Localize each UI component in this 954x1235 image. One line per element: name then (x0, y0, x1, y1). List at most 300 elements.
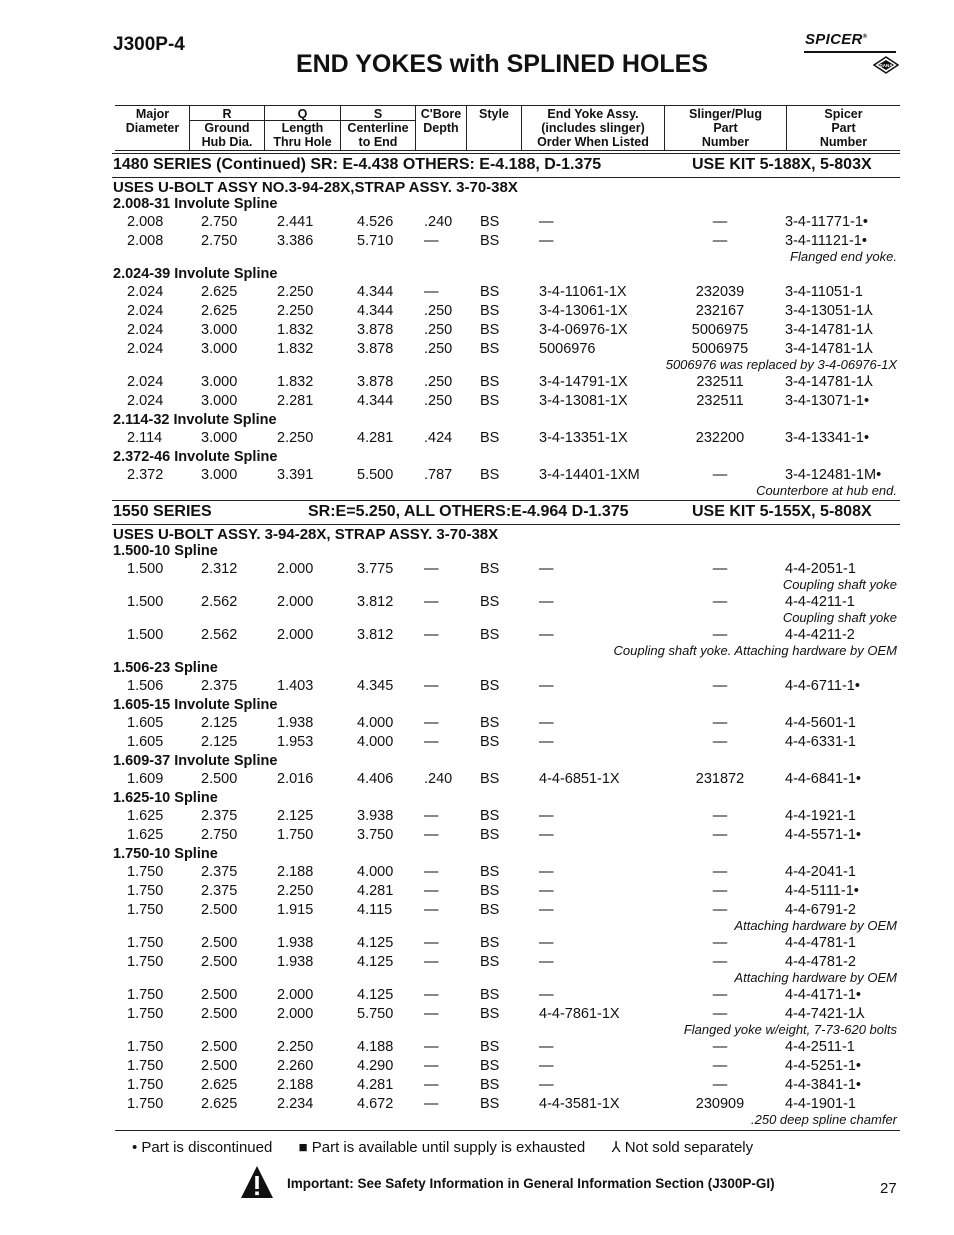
row-note: Attaching hardware by OEM (734, 970, 897, 985)
cell-cbore-depth: — (424, 1096, 439, 1112)
cell-major-diameter: 1.605 (127, 715, 164, 731)
cell-length-thru-hole: 2.250 (277, 430, 314, 446)
cell-end-yoke-assy: 3-4-13351-1X (539, 430, 628, 446)
col-line: Slinger/Plug (689, 107, 762, 121)
cell-ground-hub-dia: 2.625 (201, 303, 238, 319)
cell-slinger-plug-part: 231872 (695, 771, 745, 787)
brand-mark: ® (862, 34, 868, 40)
section-spec: SR:E=5.250, ALL OTHERS:E-4.964 D-1.375 (308, 503, 629, 520)
cell-style: BS (480, 734, 500, 750)
cell-cbore-depth: — (424, 233, 439, 249)
cell-length-thru-hole: 1.938 (277, 935, 314, 951)
cell-end-yoke-assy: — (539, 715, 554, 731)
cell-end-yoke-assy: — (539, 594, 554, 610)
cell-spicer-part-number: 4-4-4211-1 (785, 594, 855, 610)
cell-style: BS (480, 1058, 500, 1074)
document-code: J300P-4 (113, 34, 185, 55)
cell-spicer-part-number: 3-4-11121-1• (785, 233, 867, 249)
spline-heading: 2.372-46 Involute Spline (113, 449, 278, 465)
cell-centerline-to-end: 4.344 (357, 393, 394, 409)
cell-spicer-part-number: 4-4-5571-1• (785, 827, 862, 843)
cell-cbore-depth: — (424, 1039, 439, 1055)
cell-major-diameter: 2.024 (127, 393, 164, 409)
cell-centerline-to-end: 3.812 (357, 594, 394, 610)
cell-spicer-part-number: 4-4-4781-1 (785, 935, 856, 951)
cell-length-thru-hole: 1.938 (277, 715, 314, 731)
cell-length-thru-hole: 1.938 (277, 954, 314, 970)
cell-style: BS (480, 1096, 500, 1112)
cell-ground-hub-dia: 2.375 (201, 883, 238, 899)
cell-slinger-plug-part: — (712, 864, 728, 880)
cell-end-yoke-assy: — (539, 734, 554, 750)
brand-logo (805, 31, 867, 48)
cell-spicer-part-number: 4-4-6711-1• (785, 678, 860, 694)
cell-length-thru-hole: 1.750 (277, 827, 314, 843)
cell-spicer-part-number: 3-4-11051-1 (785, 284, 863, 300)
col-line: S (373, 107, 383, 121)
cell-style: BS (480, 827, 500, 843)
cell-cbore-depth: — (424, 1077, 439, 1093)
cell-slinger-plug-part: — (712, 594, 728, 610)
cell-length-thru-hole: 2.188 (277, 864, 314, 880)
cell-centerline-to-end: 4.281 (357, 1077, 394, 1093)
table-row (0, 987, 954, 1005)
cell-slinger-plug-part: — (712, 1006, 728, 1022)
cell-major-diameter: 2.114 (127, 430, 163, 446)
table-row (0, 1077, 954, 1095)
col-line: Order When Listed (537, 135, 649, 149)
cell-major-diameter: 1.506 (127, 678, 164, 694)
cell-cbore-depth: .424 (424, 430, 453, 446)
brand-name: SPICER (805, 31, 863, 48)
cell-cbore-depth: — (424, 902, 439, 918)
cell-centerline-to-end: 3.750 (357, 827, 394, 843)
cell-slinger-plug-part: — (712, 715, 728, 731)
col-line: Centerline (347, 121, 409, 135)
cell-length-thru-hole: 3.391 (277, 467, 314, 483)
cell-major-diameter: 2.024 (127, 303, 164, 319)
dana-logo-text: DANA (879, 62, 893, 68)
cell-centerline-to-end: 3.775 (357, 561, 394, 577)
cell-major-diameter: 1.750 (127, 883, 164, 899)
cell-major-diameter: 1.500 (127, 561, 164, 577)
cell-spicer-part-number: 4-4-4781-2 (785, 954, 856, 970)
col-line: Major (135, 107, 170, 121)
cell-end-yoke-assy: 4-4-7861-1X (539, 1006, 620, 1022)
cell-cbore-depth: .250 (424, 341, 453, 357)
cell-ground-hub-dia: 2.500 (201, 1058, 238, 1074)
cell-major-diameter: 2.008 (127, 233, 164, 249)
cell-major-diameter: 2.008 (127, 214, 164, 230)
table-row (0, 678, 954, 696)
cell-length-thru-hole: 2.260 (277, 1058, 314, 1074)
cell-spicer-part-number: 3-4-13341-1• (785, 430, 870, 446)
cell-style: BS (480, 341, 500, 357)
cell-length-thru-hole: 2.000 (277, 627, 314, 643)
cell-centerline-to-end: 3.878 (357, 341, 394, 357)
cell-style: BS (480, 808, 500, 824)
col-end-yoke-assy (522, 107, 664, 149)
col-style (467, 107, 521, 121)
cell-slinger-plug-part: 232167 (695, 303, 745, 319)
cell-end-yoke-assy: 3-4-06976-1X (539, 322, 628, 338)
cell-centerline-to-end: 4.125 (357, 935, 394, 951)
table-row (0, 827, 954, 845)
cell-slinger-plug-part: — (712, 1039, 728, 1055)
cell-end-yoke-assy: 4-4-3581-1X (539, 1096, 620, 1112)
cell-slinger-plug-part: — (712, 233, 728, 249)
table-row (0, 771, 954, 789)
row-note: Coupling shaft yoke (782, 610, 897, 625)
cell-slinger-plug-part: — (712, 678, 728, 694)
cell-cbore-depth: — (424, 627, 439, 643)
cell-end-yoke-assy: — (539, 827, 554, 843)
cell-style: BS (480, 284, 500, 300)
cell-slinger-plug-part: 5006975 (691, 322, 749, 338)
col-line: Ground (204, 121, 250, 135)
cell-slinger-plug-part: — (712, 808, 728, 824)
col-line: Part (713, 121, 738, 135)
cell-centerline-to-end: 3.938 (357, 808, 394, 824)
header-top-rule (115, 105, 900, 106)
cell-ground-hub-dia: 2.750 (201, 233, 238, 249)
cell-centerline-to-end: 4.672 (357, 1096, 394, 1112)
cell-spicer-part-number: 3-4-14781-1⅄ (785, 341, 873, 357)
legend-discontinued: • Part is discontinued (132, 1139, 273, 1156)
cell-spicer-part-number: 4-4-7421-1⅄ (785, 1006, 865, 1022)
cell-length-thru-hole: 1.832 (277, 322, 314, 338)
cell-style: BS (480, 594, 500, 610)
cell-major-diameter: 1.605 (127, 734, 164, 750)
table-row (0, 322, 954, 340)
cell-ground-hub-dia: 2.500 (201, 987, 238, 1003)
spline-heading: 1.609-37 Involute Spline (113, 753, 278, 769)
cell-slinger-plug-part: — (712, 954, 728, 970)
cell-ground-hub-dia: 2.125 (201, 715, 238, 731)
col-line: (includes slinger) (541, 121, 645, 135)
cell-major-diameter: 1.750 (127, 902, 164, 918)
cell-end-yoke-assy: 3-4-11061-1X (539, 284, 627, 300)
cell-ground-hub-dia: 2.500 (201, 1039, 238, 1055)
cell-centerline-to-end: 5.750 (357, 1006, 394, 1022)
cell-slinger-plug-part: 232511 (696, 393, 744, 409)
cell-cbore-depth: — (424, 987, 439, 1003)
cell-centerline-to-end: 3.812 (357, 627, 394, 643)
cell-ground-hub-dia: 2.375 (201, 864, 238, 880)
cell-end-yoke-assy: — (539, 1039, 554, 1055)
cell-length-thru-hole: 1.832 (277, 374, 314, 390)
page-number: 27 (880, 1180, 897, 1197)
cell-ground-hub-dia: 2.500 (201, 771, 238, 787)
row-note: Coupling shaft yoke. Attaching hardware by OEM (613, 643, 897, 658)
cell-style: BS (480, 883, 500, 899)
col-line: C'Bore (420, 107, 462, 121)
cell-style: BS (480, 627, 500, 643)
section-rule (112, 500, 900, 501)
table-row (0, 935, 954, 953)
cell-spicer-part-number: 3-4-13051-1⅄ (785, 303, 873, 319)
cell-spicer-part-number: 4-4-6841-1• (785, 771, 862, 787)
cell-cbore-depth: .240 (424, 771, 453, 787)
table-row (0, 393, 954, 411)
col-line: Part (831, 121, 856, 135)
cell-ground-hub-dia: 2.375 (201, 678, 238, 694)
cell-ground-hub-dia: 2.500 (201, 935, 238, 951)
cell-end-yoke-assy: — (539, 902, 554, 918)
cell-centerline-to-end: 4.344 (357, 284, 394, 300)
cell-end-yoke-assy: 3-4-14791-1X (539, 374, 628, 390)
cell-style: BS (480, 771, 500, 787)
section-title: 1480 SERIES (Continued) SR: E-4.438 OTHERS: E-4.188, D-1.375 (113, 156, 602, 173)
brand-underline (804, 51, 896, 53)
table-row (0, 1058, 954, 1076)
cell-cbore-depth: — (424, 594, 439, 610)
cell-ground-hub-dia: 3.000 (201, 430, 238, 446)
col-s-centerline (341, 107, 415, 149)
cell-cbore-depth: — (424, 734, 439, 750)
col-spicer-part (787, 107, 900, 149)
col-r-ground-hub (190, 107, 264, 149)
cell-cbore-depth: — (424, 935, 439, 951)
table-row (0, 284, 954, 302)
cell-ground-hub-dia: 2.625 (201, 1077, 238, 1093)
row-note: Coupling shaft yoke (782, 577, 897, 592)
cell-centerline-to-end: 4.125 (357, 954, 394, 970)
col-major-diameter (116, 107, 189, 135)
cell-style: BS (480, 902, 500, 918)
cell-major-diameter: 1.750 (127, 954, 164, 970)
cell-slinger-plug-part: — (712, 935, 728, 951)
cell-cbore-depth: .250 (424, 374, 453, 390)
col-q-length (265, 107, 340, 149)
section-kit: USE KIT 5-188X, 5-803X (692, 156, 872, 173)
cell-length-thru-hole: 2.441 (277, 214, 314, 230)
col-line: Q (297, 107, 308, 121)
cell-centerline-to-end: 4.000 (357, 864, 394, 880)
cell-end-yoke-assy: — (539, 808, 554, 824)
cell-centerline-to-end: 4.345 (357, 678, 394, 694)
cell-centerline-to-end: 4.406 (357, 771, 394, 787)
col-cbore-depth (416, 107, 466, 135)
cell-centerline-to-end: 4.526 (357, 214, 394, 230)
cell-spicer-part-number: 4-4-2041-1 (785, 864, 856, 880)
spline-heading: 2.114-32 Involute Spline (113, 412, 277, 428)
col-line: Diameter (125, 121, 180, 135)
cell-cbore-depth: — (424, 883, 439, 899)
col-line: End Yoke Assy. (547, 107, 639, 121)
cell-end-yoke-assy: 5006976 (539, 341, 596, 357)
section-rule (112, 177, 900, 178)
cell-major-diameter: 1.500 (127, 594, 164, 610)
cell-end-yoke-assy: — (539, 954, 554, 970)
cell-style: BS (480, 214, 500, 230)
cell-length-thru-hole: 1.915 (277, 902, 314, 918)
col-line: Number (701, 135, 750, 149)
cell-end-yoke-assy: — (539, 864, 554, 880)
cell-slinger-plug-part: — (712, 627, 728, 643)
cell-major-diameter: 1.500 (127, 627, 164, 643)
row-note: 5006976 was replaced by 3-4-06976-1X (665, 357, 897, 372)
cell-cbore-depth: — (424, 808, 439, 824)
spline-heading: 2.024-39 Involute Spline (113, 266, 278, 282)
cell-spicer-part-number: 4-4-1921-1 (785, 808, 856, 824)
cell-spicer-part-number: 3-4-13071-1• (785, 393, 870, 409)
col-line: Thru Hole (273, 135, 332, 149)
cell-end-yoke-assy: — (539, 987, 554, 1003)
cell-centerline-to-end: 3.878 (357, 322, 394, 338)
legend-rule (115, 1130, 900, 1131)
cell-spicer-part-number: 4-4-4171-1• (785, 987, 862, 1003)
spline-heading: 1.506-23 Spline (113, 660, 218, 676)
cell-slinger-plug-part: — (712, 561, 728, 577)
cell-length-thru-hole: 2.250 (277, 1039, 314, 1055)
cell-major-diameter: 1.750 (127, 1096, 164, 1112)
spline-heading: 1.500-10 Spline (113, 543, 218, 559)
cell-end-yoke-assy: — (539, 935, 554, 951)
cell-slinger-plug-part: — (712, 987, 728, 1003)
dana-diamond-icon (873, 56, 899, 74)
cell-slinger-plug-part: 232511 (696, 374, 744, 390)
cell-style: BS (480, 233, 500, 249)
cell-cbore-depth: .250 (424, 303, 453, 319)
cell-style: BS (480, 374, 500, 390)
cell-slinger-plug-part: — (712, 827, 728, 843)
cell-centerline-to-end: 4.000 (357, 734, 394, 750)
cell-slinger-plug-part: 232200 (695, 430, 745, 446)
cell-centerline-to-end: 3.878 (357, 374, 394, 390)
cell-ground-hub-dia: 2.625 (201, 284, 238, 300)
cell-length-thru-hole: 1.403 (277, 678, 314, 694)
cell-end-yoke-assy: — (539, 627, 554, 643)
cell-spicer-part-number: 4-4-5111-1• (785, 883, 859, 899)
cell-length-thru-hole: 1.953 (277, 734, 314, 750)
cell-ground-hub-dia: 3.000 (201, 467, 238, 483)
cell-end-yoke-assy: 3-4-13061-1X (539, 303, 628, 319)
spline-heading: 1.750-10 Spline (113, 846, 218, 862)
section-kit: USE KIT 5-155X, 5-808X (692, 503, 872, 520)
cell-ground-hub-dia: 2.750 (201, 827, 238, 843)
cell-slinger-plug-part: — (712, 1058, 728, 1074)
header-bottom-rule (115, 150, 900, 151)
cell-length-thru-hole: 2.000 (277, 1006, 314, 1022)
cell-ground-hub-dia: 3.000 (201, 341, 238, 357)
cell-length-thru-hole: 2.000 (277, 987, 314, 1003)
cell-major-diameter: 1.625 (127, 808, 164, 824)
row-note: Flanged end yoke. (790, 249, 897, 264)
table-row (0, 864, 954, 882)
cell-style: BS (480, 430, 500, 446)
cell-slinger-plug-part: 230909 (695, 1096, 745, 1112)
cell-style: BS (480, 561, 500, 577)
row-note: Counterbore at hub end. (756, 483, 897, 498)
cell-end-yoke-assy: — (539, 678, 554, 694)
cell-centerline-to-end: 5.500 (357, 467, 394, 483)
col-line: Hub Dia. (201, 135, 253, 149)
cell-slinger-plug-part: — (712, 1077, 728, 1093)
table-row (0, 715, 954, 733)
cell-end-yoke-assy: — (539, 883, 554, 899)
table-row (0, 214, 954, 232)
cell-end-yoke-assy: — (539, 1077, 554, 1093)
cell-centerline-to-end: 4.344 (357, 303, 394, 319)
cell-style: BS (480, 954, 500, 970)
cell-spicer-part-number: 4-4-2051-1 (785, 561, 856, 577)
col-line: R (222, 107, 232, 121)
table-row (0, 374, 954, 392)
cell-ground-hub-dia: 2.500 (201, 954, 238, 970)
cell-length-thru-hole: 2.250 (277, 883, 314, 899)
cell-major-diameter: 1.750 (127, 864, 164, 880)
cell-style: BS (480, 864, 500, 880)
cell-spicer-part-number: 3-4-14781-1⅄ (785, 322, 873, 338)
cell-slinger-plug-part: 232039 (695, 284, 745, 300)
legend-not-sold-separately: ⅄ Not sold separately (611, 1139, 754, 1156)
cell-cbore-depth: — (424, 827, 439, 843)
legend (132, 1138, 775, 1156)
cell-cbore-depth: .787 (424, 467, 453, 483)
cell-centerline-to-end: 4.290 (357, 1058, 394, 1074)
cell-spicer-part-number: 4-4-2511-1 (785, 1039, 855, 1055)
cell-ground-hub-dia: 2.312 (201, 561, 238, 577)
cell-slinger-plug-part: — (712, 902, 728, 918)
cell-length-thru-hole: 2.234 (277, 1096, 314, 1112)
cell-spicer-part-number: 4-4-5601-1 (785, 715, 856, 731)
cell-ground-hub-dia: 2.625 (201, 1096, 238, 1112)
cell-end-yoke-assy: — (539, 214, 554, 230)
table-row (0, 734, 954, 752)
cell-end-yoke-assy: 3-4-13081-1X (539, 393, 628, 409)
page-title: END YOKES with SPLINED HOLES (295, 50, 709, 78)
cell-major-diameter: 2.024 (127, 341, 164, 357)
row-note: .250 deep spline chamfer (751, 1112, 897, 1127)
table-row (0, 1039, 954, 1057)
cell-major-diameter: 2.024 (127, 322, 164, 338)
col-line: Depth (423, 121, 459, 135)
cell-ground-hub-dia: 2.562 (201, 594, 238, 610)
cell-slinger-plug-part: 5006975 (691, 341, 749, 357)
cell-length-thru-hole: 3.386 (277, 233, 314, 249)
cell-end-yoke-assy: 3-4-14401-1XM (539, 467, 640, 483)
cell-style: BS (480, 1077, 500, 1093)
cell-centerline-to-end: 4.281 (357, 430, 394, 446)
cell-length-thru-hole: 2.000 (277, 561, 314, 577)
spline-heading: 1.625-10 Spline (113, 790, 218, 806)
cell-style: BS (480, 987, 500, 1003)
row-note: Attaching hardware by OEM (734, 918, 897, 933)
cell-style: BS (480, 303, 500, 319)
cell-spicer-part-number: 4-4-6791-2 (785, 902, 856, 918)
cell-style: BS (480, 935, 500, 951)
cell-spicer-part-number: 4-4-3841-1• (785, 1077, 862, 1093)
cell-ground-hub-dia: 2.125 (201, 734, 238, 750)
important-safety-note: Important: See Safety Information in General Information Section (J300P-GI) (287, 1176, 775, 1191)
cell-major-diameter: 1.750 (127, 1077, 164, 1093)
cell-ground-hub-dia: 2.750 (201, 214, 238, 230)
cell-cbore-depth: .240 (424, 214, 453, 230)
cell-cbore-depth: — (424, 954, 439, 970)
cell-ground-hub-dia: 3.000 (201, 393, 238, 409)
cell-slinger-plug-part: — (712, 214, 728, 230)
cell-major-diameter: 2.024 (127, 284, 164, 300)
cell-style: BS (480, 678, 500, 694)
cell-style: BS (480, 322, 500, 338)
cell-major-diameter: 1.609 (127, 771, 164, 787)
col-line: Length (281, 121, 324, 135)
cell-major-diameter: 1.750 (127, 935, 164, 951)
cell-ground-hub-dia: 2.500 (201, 1006, 238, 1022)
cell-spicer-part-number: 3-4-14781-1⅄ (785, 374, 873, 390)
section-uses: USES U-BOLT ASSY NO.3-94-28X,STRAP ASSY. 3-70-38X (113, 179, 518, 196)
